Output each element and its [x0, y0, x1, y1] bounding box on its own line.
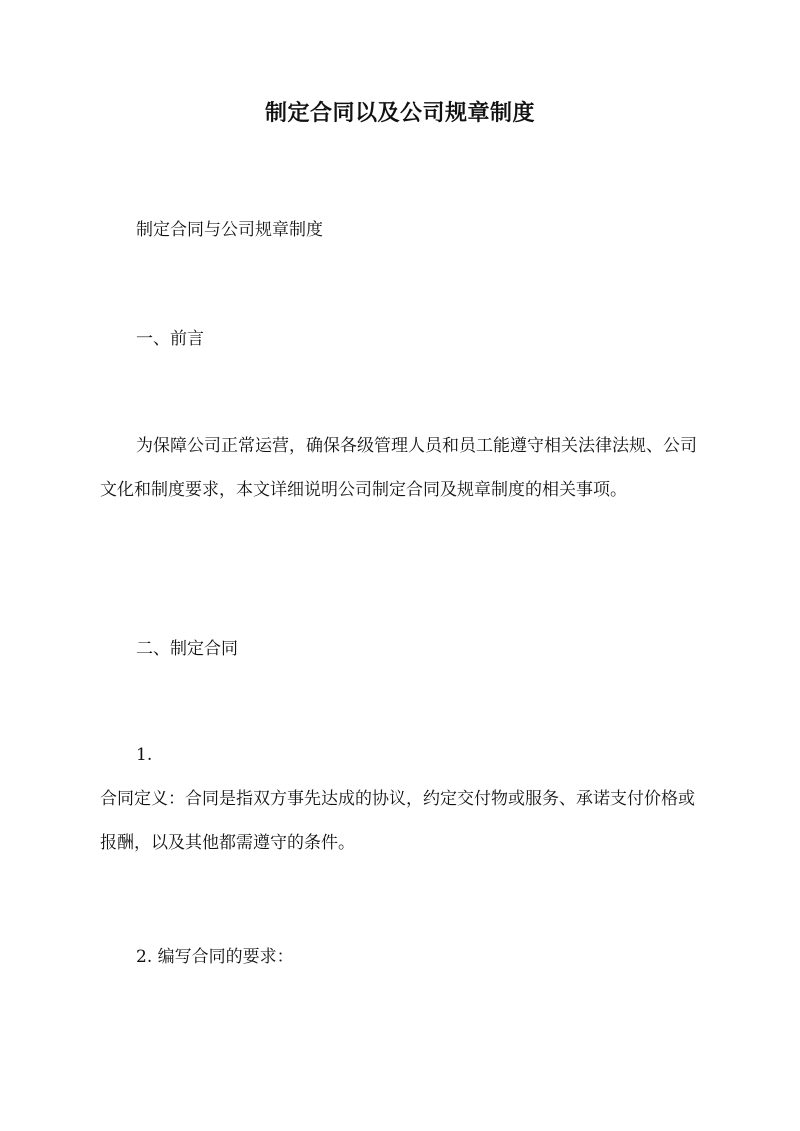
document-title: 制定合同以及公司规章制度: [264, 100, 535, 126]
contract-definition-paragraph: 合同定义：合同是指双方事先达成的协议，约定交付物或服务、承诺支付价格或报酬，以及其他都需遵守的条件。: [100, 789, 695, 853]
intro-paragraph: 为保障公司正常运营，确保各级管理人员和员工能遵守相关法律法规、公司文化和制度要求，本文详细说明公司制定合同及规章制度的相关事项。: [100, 436, 697, 500]
section-heading-contract: 二、制定合同: [136, 639, 238, 659]
list-item-number: 1.: [136, 745, 153, 765]
section-heading-preface: 一、前言: [136, 329, 204, 349]
document-subtitle: 制定合同与公司规章制度: [136, 220, 323, 240]
contract-requirements-heading: 2. 编写合同的要求：: [136, 947, 294, 967]
